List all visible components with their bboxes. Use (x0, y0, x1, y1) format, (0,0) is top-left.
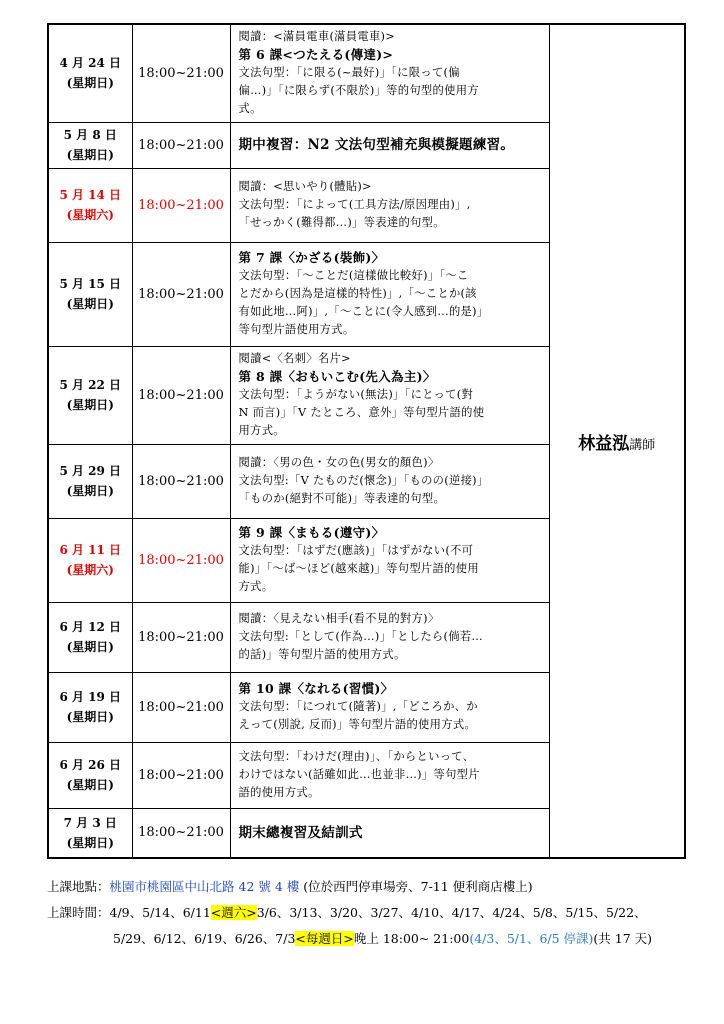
date-cell (48, 346, 132, 444)
weekday-text: (星期六) (66, 563, 114, 577)
time-cell: 18:00~21:00 (132, 168, 230, 242)
time-cell: 18:00~21:00 (132, 122, 230, 168)
content-cell (230, 346, 549, 444)
content-line: 用方式。 (238, 424, 285, 437)
teacher-name: 林益泓 (578, 433, 630, 454)
lesson-title: 第 6 課<つたえる(傳達)> (238, 47, 394, 63)
content-line: 文法句型：「はずだ(應該)」「はずがない(不可 (238, 544, 474, 557)
lesson-title: 第 10 課〈なれる(習慣)〉 (238, 681, 394, 696)
lesson-title: 期末總複習及結訓式 (238, 824, 363, 841)
content-line: 方式。 (238, 580, 274, 593)
date-cell (48, 518, 132, 602)
date-text: 6 月 19 日 (59, 690, 122, 704)
date-cell (48, 242, 132, 346)
content-cell (230, 24, 549, 122)
content-line: 文法句型:「V たものだ(懷念)」「ものの(逆接)」 (238, 474, 489, 487)
weekday-text: (星期日) (66, 297, 114, 311)
date-cell (48, 742, 132, 808)
date-cell (48, 24, 132, 122)
content-cell (230, 518, 549, 602)
location-address: 桃園市桃園區中山北路 42 號 4 樓 (109, 879, 300, 894)
weekday-text: (星期日) (66, 148, 114, 162)
date-text: 6 月 11 日 (59, 543, 122, 557)
weekday-text: (星期六) (66, 208, 114, 222)
weekday-text: (星期日) (66, 710, 114, 724)
dates-part-2: 5/29、6/12、6/19、6/26、7/3 (113, 931, 296, 946)
content-cell (230, 242, 549, 346)
lesson-title: 第 8 課〈おもいこむ(先入為主)〉 (238, 369, 436, 384)
content-cell (230, 672, 549, 742)
date-text: 6 月 26 日 (59, 758, 122, 772)
content-cell (230, 602, 549, 672)
content-line: 文法句型：「によって(工具方法/原因理由)」, (238, 198, 471, 211)
teacher-title: 講師 (629, 437, 656, 453)
schedule-line-1 (47, 903, 647, 923)
time-cell: 18:00~21:00 (132, 346, 230, 444)
weekday-text: (星期日) (66, 484, 114, 498)
time-cell: 18:00~21:00 (132, 742, 230, 808)
time-cell: 18:00~21:00 (132, 242, 230, 346)
weekday-text: (星期日) (66, 398, 114, 412)
date-text: 7 月 3 日 (63, 815, 117, 830)
date-cell (48, 122, 132, 168)
schedule-table (47, 23, 686, 859)
content-line: 文法句型：「につれて(隨著)」,「どころか、か (238, 700, 478, 713)
content-line: とだから(因為是這樣的特性)」,「～ことか(該 (238, 287, 477, 300)
lesson-title: 期中複習：N2 文法句型補充與模擬題練習。 (238, 137, 515, 153)
schedule-line-2 (113, 929, 652, 949)
content-line: 等句型片語使用方式。 (238, 323, 355, 336)
date-cell (48, 168, 132, 242)
content-line: 閱讀<〈名刺〉名片> (238, 352, 351, 365)
content-line: 文法句型：「～ことだ(這樣做比較好)」「～こ (238, 269, 469, 282)
content-line: 閱讀：〈男の色・女の色(男女的顏色)〉 (238, 456, 440, 469)
class-hours: 晚上 18:00~ 21:00 (353, 931, 470, 946)
date-text: 4 月 24 日 (59, 56, 122, 71)
lesson-title: 第 9 課〈まもる(遵守)〉 (238, 525, 385, 540)
date-cell (48, 672, 132, 742)
content-cell (230, 444, 549, 518)
content-cell (230, 122, 549, 168)
content-line: 式。 (238, 102, 262, 116)
sunday-tag: <每週日> (295, 931, 354, 946)
location-line (47, 877, 533, 897)
content-line: 語的使用方式。 (238, 786, 320, 799)
location-note: (位於西門停車場旁、7-11 便利商店樓上) (299, 879, 533, 894)
time-cell: 18:00~21:00 (132, 602, 230, 672)
content-line: 閱讀：<思いやり(體貼)> (238, 180, 372, 193)
teacher-cell (549, 24, 685, 858)
content-cell (230, 808, 549, 858)
total-days: (共 17 天) (593, 931, 653, 946)
lesson-title: 第 7 課〈かざる(裝飾)〉 (238, 250, 385, 265)
time-cell: 18:00~21:00 (132, 518, 230, 602)
content-line: わけではない(話雖如此…也並非…)」等句型片 (238, 768, 480, 781)
content-line: 「ものか(絕對不可能)」等表達的句型。 (238, 492, 446, 505)
content-line: N 而言)」「V たところ、意外」等句型片語的使 (238, 406, 485, 419)
time-cell: 18:00~21:00 (132, 444, 230, 518)
location-label: 上課地點： (47, 879, 110, 894)
dates-part-1: 3/6、3/13、3/20、3/27、4/10、4/17、4/24、5/8、5/15、5/22、 (256, 905, 647, 920)
content-line: 有如此地…阿)」,「～ことに(令人感到…的是)」 (238, 305, 489, 318)
time-label: 上課時間： (47, 905, 110, 920)
date-text: 5 月 22 日 (59, 378, 122, 392)
date-text: 5 月 8 日 (63, 128, 117, 142)
time-cell: 18:00~21:00 (132, 24, 230, 122)
weekday-text: (星期日) (66, 640, 114, 654)
date-text: 5 月 29 日 (59, 464, 122, 478)
content-line: 閱讀：<滿員電車(滿員電車)> (238, 30, 396, 44)
content-line: 的話)」等句型片語的使用方式。 (238, 648, 406, 661)
weekday-text: (星期日) (66, 835, 114, 850)
content-line: 偏…)」「に限らず(不限於)」等的句型的使用方 (238, 84, 479, 98)
time-cell: 18:00~21:00 (132, 672, 230, 742)
date-cell (48, 808, 132, 858)
content-line: えって(別說, 反而)」等句型片語的使用方式。 (238, 718, 477, 731)
content-line: 文法句型:「として(作為…)」「としたら(倘若… (238, 630, 484, 643)
content-line: 「せっかく(難得都…)」等表達的句型。 (238, 216, 445, 229)
weekday-text: (星期日) (66, 778, 114, 792)
time-cell: 18:00~21:00 (132, 808, 230, 858)
date-text: 5 月 15 日 (59, 277, 122, 291)
schedule-row (48, 24, 685, 122)
content-line: 文法句型：「わけだ(理由)」、「からといって、 (238, 750, 475, 763)
saturday-tag: <週六> (210, 905, 257, 920)
date-text: 6 月 12 日 (59, 620, 122, 634)
cancelled-dates: (4/3、5/1、6/5 停課) (469, 931, 594, 946)
content-line: 能)」「～ば～ほど(越來越)」等句型片語的使用 (238, 562, 479, 575)
date-text: 5 月 14 日 (59, 188, 122, 202)
weekday-text: (星期日) (66, 76, 114, 91)
content-cell (230, 168, 549, 242)
content-line: 文法句型：「に限る(~最好)」「に限って(偏 (238, 66, 460, 80)
content-line: 閱讀：〈見えない相手(看不見的對方)〉 (238, 612, 440, 625)
date-cell (48, 602, 132, 672)
date-cell (48, 444, 132, 518)
saturday-dates: 4/9、5/14、6/11 (109, 905, 211, 920)
content-line: 文法句型：「ようがない(無法)」「にとって(對 (238, 388, 474, 401)
content-cell (230, 742, 549, 808)
